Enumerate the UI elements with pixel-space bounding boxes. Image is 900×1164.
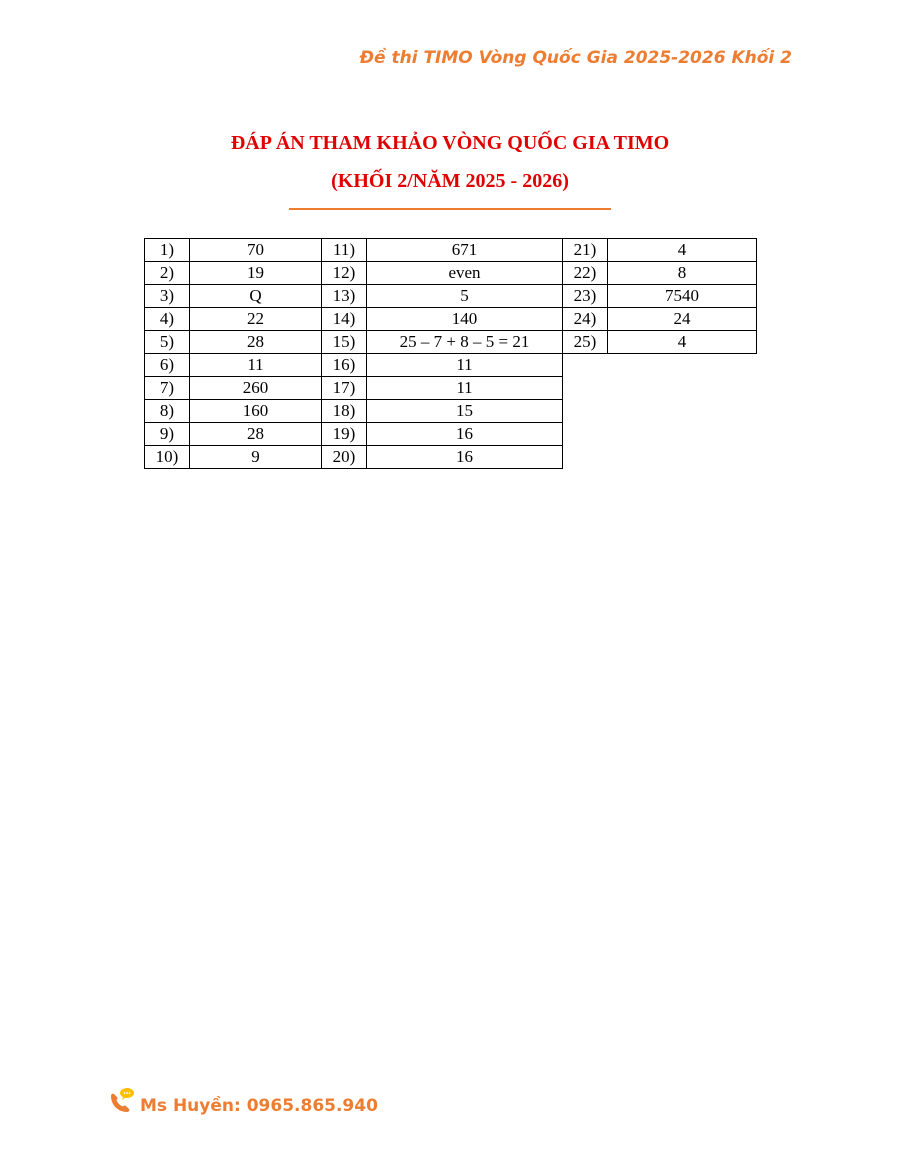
question-number: 22) [563,262,608,285]
answer-value: 24 [608,308,757,331]
phone-chat-icon [106,1086,136,1116]
answer-value: Q [190,285,322,308]
question-number: 20) [322,446,367,469]
question-number: 18) [322,400,367,423]
question-number: 4) [145,308,190,331]
question-number: 10) [145,446,190,469]
answer-row [145,285,322,308]
answer-table-1-10 [144,238,322,469]
answer-value: 140 [367,308,563,331]
answer-value: 15 [367,400,563,423]
answer-value: 28 [190,331,322,354]
answer-table-11-20 [321,238,563,469]
title-underline [289,208,611,210]
answer-value: 16 [367,423,563,446]
answer-row [563,308,757,331]
question-number: 2) [145,262,190,285]
question-number: 7) [145,377,190,400]
answer-value: 4 [608,331,757,354]
answer-row [322,354,563,377]
document-title: ĐÁP ÁN THAM KHẢO VÒNG QUỐC GIA TIMO [230,132,670,154]
question-number: 13) [322,285,367,308]
question-number: 8) [145,400,190,423]
question-number: 14) [322,308,367,331]
answer-row [145,239,322,262]
answer-value: 16 [367,446,563,469]
question-number: 21) [563,239,608,262]
answer-value: 4 [608,239,757,262]
question-number: 15) [322,331,367,354]
answer-row [563,262,757,285]
answer-value: 260 [190,377,322,400]
answer-row [145,423,322,446]
answer-value: 11 [190,354,322,377]
footer-contact [106,1086,378,1116]
question-number: 11) [322,239,367,262]
answer-row [563,239,757,262]
answer-value: 5 [367,285,563,308]
question-number: 24) [563,308,608,331]
answer-value: 8 [608,262,757,285]
answer-value: 7540 [608,285,757,308]
question-number: 12) [322,262,367,285]
answer-value: 671 [367,239,563,262]
answer-row [145,400,322,423]
question-number: 17) [322,377,367,400]
answer-value: 11 [367,377,563,400]
answer-table-21-25 [562,238,757,354]
answer-value: 19 [190,262,322,285]
answer-row [322,423,563,446]
answer-row [322,446,563,469]
answer-value: 25 – 7 + 8 – 5 = 21 [367,331,563,354]
question-number: 9) [145,423,190,446]
document-subtitle: (KHỐI 2/NĂM 2025 - 2026) [331,170,569,192]
answer-value: 160 [190,400,322,423]
answer-row [145,331,322,354]
answer-row [563,285,757,308]
question-number: 3) [145,285,190,308]
question-number: 6) [145,354,190,377]
answer-value: 11 [367,354,563,377]
answer-value: 70 [190,239,322,262]
answer-row [322,377,563,400]
question-number: 25) [563,331,608,354]
answer-row [322,331,563,354]
question-number: 23) [563,285,608,308]
answer-row [322,308,563,331]
answer-row [145,446,322,469]
question-number: 5) [145,331,190,354]
question-number: 1) [145,239,190,262]
answer-row [322,400,563,423]
running-header: Đề thi TIMO Vòng Quốc Gia 2025-2026 Khối 2 [359,48,792,68]
answer-row [145,354,322,377]
answer-row [145,262,322,285]
answer-row [563,331,757,354]
question-number: 16) [322,354,367,377]
answer-value: 9 [190,446,322,469]
answer-value: even [367,262,563,285]
answer-row [145,308,322,331]
answer-row [145,377,322,400]
answer-row [322,262,563,285]
answer-value: 28 [190,423,322,446]
answer-value: 22 [190,308,322,331]
answer-row [322,285,563,308]
contact-text: Ms Huyền: 0965.865.940 [140,1096,378,1116]
question-number: 19) [322,423,367,446]
answer-row [322,239,563,262]
